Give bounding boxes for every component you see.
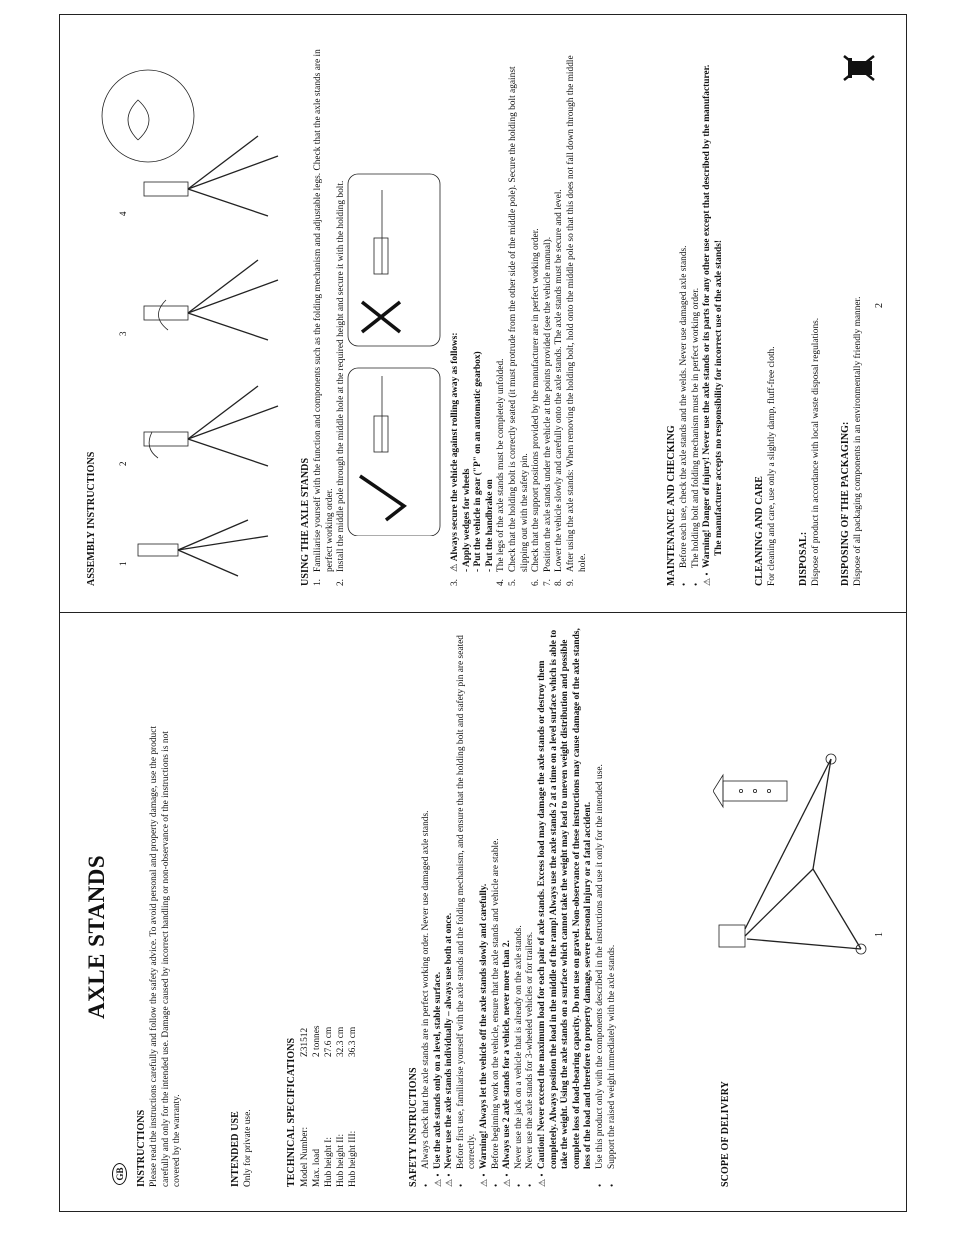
bullet-mark: • [594, 1183, 605, 1187]
warning-icon: ⚠ [432, 1178, 443, 1187]
safety-item [421, 627, 433, 1187]
page-number: 1 [874, 932, 885, 937]
bullet-mark: • [606, 1183, 617, 1187]
spec-label: Hub height III: [348, 1130, 358, 1187]
bullet-mark: • [525, 1183, 536, 1187]
spec-value: Z31512 [300, 1027, 310, 1057]
instructions-text: Please read the instructions carefully and follow the safety advice. To avoid personal and property damage, use the product carefully and only for the intended use. Damage caused by incorrect handling or non-observance of the instructions is not covered by the warranty. [149, 726, 183, 1187]
section-heading: TECHNICAL SPECIFICATIONS [286, 1037, 297, 1187]
safety-item [479, 627, 491, 1187]
packaging-text: Dispose of all packaging components in an environmentally friendly manner. [853, 296, 863, 586]
using-step [531, 38, 543, 586]
language-badge: GB [112, 1163, 127, 1185]
spec-row [299, 887, 311, 1187]
safety-item [433, 627, 445, 1187]
safety-section [408, 627, 618, 1187]
section-heading: USING THE AXLE STANDS [300, 457, 311, 586]
spec-row [311, 887, 323, 1187]
warning-icon: ⚠ [444, 1178, 455, 1187]
safety-text: Before first use, familiarise yourself with the axle stands and the folding mechanism, and ensure that the holding bolt and safety pin are seated correctly. [455, 635, 478, 1169]
spec-label: Hub height II: [336, 1133, 346, 1187]
safety-text: Always use 2 axle stands for a vehicle, never more than 2. [502, 940, 513, 1169]
page-number: 2 [874, 303, 885, 308]
step-number: 2. [336, 578, 347, 586]
step-label-2: 2 [118, 461, 128, 466]
step-number: 4. [496, 578, 507, 586]
step-text: Lower the vehicle slowly and carefully onto the axle stands. The axle stands must be secure and level. [554, 189, 565, 572]
spec-value: 32.3 cm [336, 1026, 346, 1057]
step-label-1: 1 [118, 561, 128, 566]
spec-value: 36.3 cm [348, 1026, 358, 1057]
safety-item [491, 627, 503, 1187]
bullet-mark: • [455, 1183, 466, 1187]
step-text: Check that the support positions provided by the manufacturer are in perfect working order. [531, 228, 542, 572]
warning-icon: ⚠ [478, 1178, 489, 1187]
intended-use-text: Only for private use. [243, 1109, 253, 1187]
using-section [300, 38, 348, 586]
spec-row [347, 887, 359, 1187]
tech-specs-section [286, 887, 359, 1187]
section-heading: INTENDED USE [230, 1111, 241, 1187]
safety-text: Before beginning work on the vehicle, ensure that the axle stands and vehicle are stable. [490, 838, 501, 1169]
section-heading: INSTRUCTIONS [136, 1109, 147, 1187]
step-number: 6. [531, 578, 542, 586]
section-heading: SCOPE OF DELIVERY [720, 1081, 731, 1187]
spec-label: Model Number: [300, 1126, 310, 1187]
instructions-section [136, 707, 184, 1187]
spec-row [335, 887, 347, 1187]
step-text: Position the axle stands under the vehicle at the points provided (see the vehicle manual). [542, 236, 553, 572]
step-number: 5. [507, 578, 518, 586]
safety-item [595, 627, 607, 1187]
diagram-step-3 [144, 260, 278, 340]
step-number: 1. [313, 578, 323, 586]
maintenance-item: ⚠ • Warning! Danger of injury! Never use the axle stands or its parts for any other use except that described by the manufacturer. [702, 64, 713, 586]
maintenance-item: • The holding bolt and folding mechanism must be in perfect working order. [690, 287, 701, 586]
step-number: 9. [565, 578, 576, 586]
correct-incorrect-diagrams [346, 166, 444, 536]
bullet-mark: • [490, 1183, 501, 1187]
step-text: Familiarise yourself with the function and components such as the folding mechanism and adjustable legs. Check that the axle stands are in perfect working order. [313, 49, 335, 572]
bullet-mark: • [478, 1173, 489, 1177]
step-label-4: 4 [118, 211, 128, 216]
step-number: 8. [554, 578, 565, 586]
safety-text: Never use the jack on a vehicle that is already on the axle stands. [513, 925, 524, 1169]
using-step [313, 38, 336, 586]
page-1 [78, 611, 888, 1195]
spec-value: 2 tonnes [312, 1025, 322, 1057]
section-heading: MAINTENANCE AND CHECKING [666, 425, 677, 586]
bullet-mark: • [502, 1173, 513, 1177]
maintenance-section [666, 38, 725, 586]
maintenance-note: The manufacturer accepts no responsibility for incorrect use of the axle stands! [713, 239, 724, 556]
intended-use-section [230, 887, 255, 1187]
step3-item: - Apply wedges for wheels [461, 468, 472, 572]
using-step [554, 38, 566, 586]
recycling-bin-icon [842, 54, 876, 82]
safety-text: Never use the axle stands for 3-wheeled vehicles or for trailers. [525, 931, 536, 1169]
step-text: Install the middle pole through the middle hole at the required height and secure it with the holding bolt. [336, 180, 347, 572]
spec-label: Max. load [312, 1148, 322, 1187]
diagram-step-1 [138, 520, 268, 576]
safety-text: Caution! Never exceed the maximum load for each pair of axle stands. Excess load may damage the axle stands or destroy them completely. Always position the load in the middle of the ramp! Always use the axle stands 2 at a time on a level surface which is able to take the weight. Using the axle stands on a surface which cannot take the weight may lead to uneven weight distribution and possible complete loss of load-bearing capacity. Do not use on gravel. Non-observance of these instructions may cause damage of the axle stands, loss of the load and therefore to property damage, severe personal injury or a fatal accident. [536, 628, 594, 1169]
diagram-step-4 [102, 70, 278, 216]
section-heading: DISPOSING OF THE PACKAGING: [840, 421, 851, 586]
step-number: 7. [542, 578, 553, 586]
disposal-text: Dispose of product in accordance with local waste disposal regulations. [811, 317, 821, 586]
bullet-mark: • [444, 1173, 455, 1177]
safety-item [525, 627, 537, 1187]
safety-item [502, 627, 514, 1187]
section-heading: ASSEMBLY INSTRUCTIONS [86, 451, 97, 586]
warning-icon: ⚠ [702, 577, 713, 586]
spec-label: Hub height I: [324, 1137, 334, 1187]
page-title: AXLE STANDS [84, 854, 109, 1019]
warning-icon: ⚠ [536, 1178, 547, 1187]
using-step [496, 38, 508, 586]
warning-icon: ⚠ [450, 561, 460, 572]
bullet-mark: • [421, 1183, 431, 1187]
using-section-continued [450, 38, 589, 586]
safety-item [456, 627, 479, 1187]
disposal-section [798, 38, 823, 586]
safety-text: Warning! Always let the vehicle off the axle stands slowly and carefully. [478, 883, 489, 1169]
using-step [508, 38, 531, 586]
safety-item [607, 627, 619, 1187]
section-heading: DISPOSAL: [798, 531, 809, 586]
spec-value: 27.6 cm [324, 1026, 334, 1057]
page-2 [78, 32, 888, 594]
safety-text: Support the raised weight immediately with the axle stands. [606, 944, 617, 1169]
assembly-diagrams [98, 66, 298, 586]
section-heading: SAFETY INSTRUCTIONS [408, 1067, 419, 1187]
cleaning-text: For cleaning and care, use only a slightly damp, fluff-free cloth. [767, 346, 777, 586]
cleaning-section [754, 38, 779, 586]
safety-text: Always check that the axle stands are in perfect working order. Never use damaged axle stands. [421, 810, 431, 1169]
bullet-mark: • [513, 1183, 524, 1187]
safety-text: Never use the axle stands individually – always use both at once. [444, 912, 455, 1169]
bullet-mark: • [432, 1173, 443, 1177]
warning-icon: ⚠ [502, 1178, 513, 1187]
axle-stand-illustration [713, 709, 873, 969]
step3-item: - Put the handbrake on [484, 479, 495, 572]
step-text: Check that the holding bolt is correctly seated (it must protrude from the other side of the middle pole). Secure the holding bolt against slipping out with the safety pin. [507, 66, 530, 572]
diagram-step-2 [144, 386, 278, 466]
step-text: After using the axle stands: When removing the holding bolt, hold onto the middle pole so that this does not fall down through the middle hole. [565, 55, 588, 572]
cross-icon [362, 302, 400, 332]
step-text: The legs of the axle stands must be completely unfolded. [496, 358, 507, 572]
using-step [543, 38, 555, 586]
packaging-section [840, 38, 865, 586]
safety-text: Use the axle stands only on a level, stable surface. [432, 971, 443, 1169]
using-step [566, 38, 589, 586]
safety-item [537, 627, 595, 1187]
safety-item [514, 627, 526, 1187]
using-step-3: 3. ⚠ Always secure the vehicle against rolling away as follows: - Apply wedges for wheels - Put the vehicle in gear ("P" on an automatic gearbox) - Put the handbrake on [450, 332, 495, 586]
safety-item [444, 627, 456, 1187]
maintenance-item: • Before each use, check the axle stands and the welds. Never use damaged axle stands. [679, 245, 689, 586]
bullet-mark: • [536, 1173, 547, 1177]
section-heading: CLEANING AND CARE [754, 475, 765, 586]
checkmark-icon [360, 476, 404, 520]
step3-item: - Put the vehicle in gear ("P" on an automatic gearbox) [473, 351, 484, 572]
step-label-3: 3 [118, 331, 128, 336]
spec-row [323, 887, 335, 1187]
safety-text: Use this product only with the components described in the instructions and use it only for the intended use. [594, 764, 605, 1169]
